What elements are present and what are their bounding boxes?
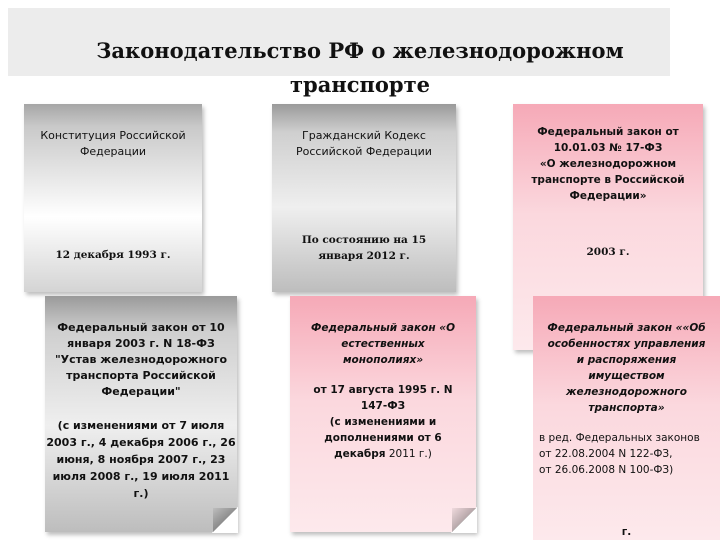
card-federal-law-2003-date: 2003 г.	[586, 246, 630, 258]
card-property-management	[533, 296, 720, 540]
card-natural-monopolies-date: от 17 августа 1995 г. N 147-ФЗ	[313, 384, 453, 412]
title-line-2: транспорте	[290, 72, 430, 97]
card-property-management-edition: в ред. Федеральных законов от 22.08.2004 N 122-ФЗ, от 26.06.2008 N 100-ФЗ)	[539, 432, 700, 476]
card-constitution-date: 12 декабря 1993 г.	[55, 249, 171, 261]
card-property-management-title: Федеральный закон ««Об особенностях управления и распоряжения имуществом железнодорожного транспорта»	[547, 322, 706, 414]
card-natural-monopolies	[290, 296, 476, 532]
card-federal-law-18fz-changes: (с изменениями от 7 июля 2003 г., 4 декабря 2006 г., 26 июня, 8 ноября 2007 г., 23 июля 2008 г., 19 июля 2011 г.)	[46, 419, 236, 500]
card-natural-monopolies-changes: (с изменениями и дополнениями от 6 декабря 2011 г.)	[324, 416, 442, 460]
card-constitution-text: Конституция Российской Федерации	[40, 129, 186, 158]
page-title	[60, 34, 660, 102]
card-property-management-footer: г.	[621, 526, 632, 538]
card-federal-law-18fz-text: Федеральный закон от 10 января 2003 г. N 18-ФЗ "Устав железнодорожного транспорта Российской Федерации"	[54, 321, 228, 398]
page-curl-shadow	[452, 508, 476, 532]
card-federal-law-2003-text: Федеральный закон от 10.01.03 № 17-ФЗ «О железнодорожном транспорте в Российской Федерации»	[531, 126, 685, 202]
title-line-1: Законодательство РФ о железнодорожном	[96, 38, 624, 63]
card-civil-code-text: Гражданский Кодекс Российской Федерации	[296, 129, 432, 158]
card-natural-monopolies-title: Федеральный закон «О естественных монополиях»	[310, 322, 456, 366]
card-civil-code-date: По состоянию на 15 января 2012 г.	[301, 234, 427, 262]
page-curl-shadow	[213, 508, 237, 532]
card-constitution	[24, 104, 202, 292]
card-federal-law-18fz	[45, 296, 237, 532]
card-civil-code	[272, 104, 456, 292]
